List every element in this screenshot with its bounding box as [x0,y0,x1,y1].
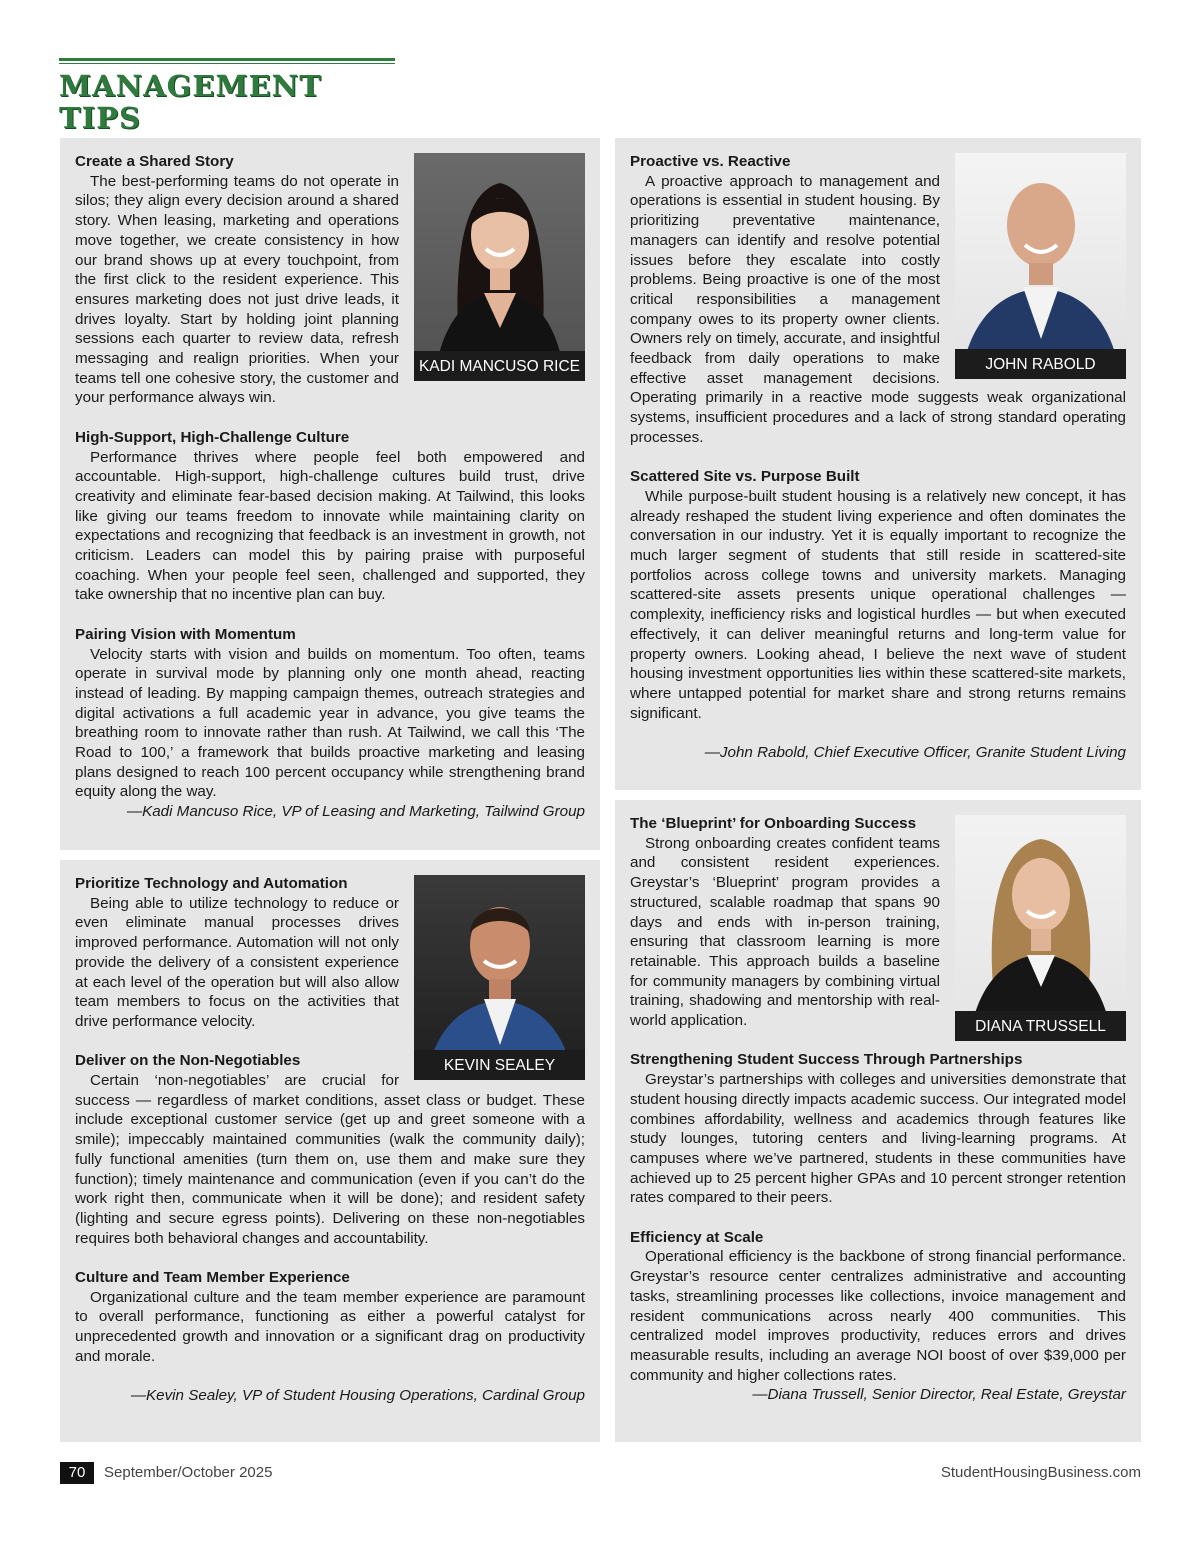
section-body: Performance thrives where people feel both empowered and accountable. High-support, high-challenge cultures build trust, drive creativity and eliminate fear-based decision making. At Tailwind, this looks like giving our teams freedom to innovate while maintaining clarity on expectations and recognizing that feedback is an investment in growth, not criticism. Leaders can model this by pairing praise with purposeful coaching. When your people feel seen, challenged and supported, they take ownership that no incentive plan can buy. [75,448,585,604]
section-body: Being able to utilize technology to reduce or even eliminate manual processes drives improved performance. Automation will not only provide the delivery of a consistent experience at each level of the operation but will also allow team members to focus on the activities that drive performance velocity. [75,894,399,1030]
section-body: While purpose-built student housing is a relatively new concept, it has already reshaped the student living experience and often dominates the conversation in our industry. Yet it is equally important to recognize the much larger segment of students that still reside in scattered-site portfolios across college towns and university markets. Managing scattered-site assets presents unique operational challenges — complexity, inefficiency risks and logistical hurdles — but when executed effectively, it can deliver meaningful returns and long-term value for property owners. Looking ahead, I believe the next wave of student housing investment opportunities lies within these scattered-site markets, where untapped potential for market share and strong returns remains significant. [630,487,1126,722]
article-panel-kevin-sealey [60,860,600,1442]
section-heading: Culture and Team Member Experience [75,1269,350,1287]
portrait-illustration [414,153,585,381]
section-body: Organizational culture and the team member experience are paramount to overall performance, functioning as either a powerful catalyst for unprecedented growth and innovation or a significant drag on productivity and morale. [75,1288,585,1365]
section-heading: The ‘Blueprint’ for Onboarding Success [630,815,917,832]
attribution: —Kadi Mancuso Rice, VP of Leasing and Marketing, Tailwind Group [126,803,585,821]
section-heading: Proactive vs. Reactive [630,153,791,170]
portrait-illustration [955,815,1126,1041]
section-heading: Strengthening Student Success Through Partnerships [630,1051,1023,1069]
article-section [630,467,1126,723]
photo-caption: JOHN RABOLD [955,349,1126,379]
attribution: —Kevin Sealey, VP of Student Housing Operations, Cardinal Group [130,1387,585,1405]
article-panel-kadi-mancuso-rice [60,138,600,850]
masthead-rule [59,58,395,61]
page-number: 70 [60,1462,94,1484]
section-body: Greystar’s partnerships with colleges and universities demonstrate that student housing directly impacts academic success. Our integrated model combines affordability, wellness and academics through features like study lounges, tutoring centers and living-learning programs. At campuses where we’ve partnered, students in these communities have achieved up to 25 percent higher GPAs and 10 percent stronger retention rates compared to their peers. [630,1071,1126,1207]
portrait-illustration [955,153,1126,379]
section-heading: Pairing Vision with Momentum [75,625,296,643]
photo-caption: DIANA TRUSSELL [955,1011,1126,1041]
article-section [75,428,585,605]
section-body: Velocity starts with vision and builds on momentum. Too often, teams operate in survival mode by planning only one month ahead, reacting instead of leading. By mapping campaign themes, outreach strategies and digital activations a full academic year in advance, you give teams the breathing room to innovate rather than rush. At Tailwind, we call this ‘The Road to 100,’ a framework that builds proactive marketing and leasing plans designed to reach 100 percent occupancy while strengthening brand equity along the way. [75,645,585,801]
article-section [75,1268,585,1367]
photo-caption: KEVIN SEALEY [414,1050,585,1080]
issue-date: September/October 2025 [104,1464,273,1481]
section-heading: Prioritize Technology and Automation [75,875,348,892]
section-heading: Create a Shared Story [75,153,234,170]
section-body: Operational efficiency is the backbone of strong financial performance. Greystar’s resource center centralizes administrative and accounting tasks, streamlining processes like collections, invoice management and resident communications across nearly 400 communities. This centralized model improves productivity, reduces errors and drives measurable results, including an average NOI boost of over $39,000 per community and higher collections rates. [630,1248,1126,1384]
masthead-rule-thin [59,63,395,64]
article-section [630,1050,1126,1208]
section-masthead [59,58,395,134]
article-panel-john-rabold [615,138,1141,790]
section-body: The best-performing teams do not operate in silos; they align every decision around a shared story. When leasing, marketing and operations move together, we create consistency in how our brand shows up at every touchpoint, from the first click to the resident experience. This ensures marketing does not just drive leads, it drives loyalty. Start by holding joint planning sessions each quarter to review data, refresh messaging and realign priorities. When your teams tell one cohesive story, the customer and your performance always win. [75,172,399,407]
section-body: Certain ‘non-negotiables’ are crucial for success — regardless of market conditions, asset class or budget. These include exceptional customer service (get up and greet someone with a smile); impeccably maintained communities (walk the community daily); fully functional amenities (turn them on, use them and make sure they function); timely maintenance and communication (even if you can’t do the work right then, communicate when it will be done); and resident safety (lighting and secure egress points). Delivering on these non-negotiables requires both behavioral changes and accountability. [75,1072,585,1247]
portrait-photo-kadi-mancuso-rice [414,153,585,381]
section-heading: High-Support, High-Challenge Culture [75,428,350,446]
attribution: —John Rabold, Chief Executive Officer, Granite Student Living [704,744,1126,762]
portrait-photo-diana-trussell [955,815,1126,1041]
section-heading: Deliver on the Non-Negotiables [75,1052,301,1070]
article-panel-diana-trussell [615,800,1141,1442]
article-section [75,625,585,802]
article-section [630,1228,1126,1386]
section-heading: Scattered Site vs. Purpose Built [630,468,860,486]
section-heading: Efficiency at Scale [630,1228,764,1246]
section-body: Strong onboarding creates confident teams and consistent resident experiences. Greystar’s ‘Blueprint’ program provides a structured, scalable roadmap that spans 90 days and ends with in-person training, ensuring that classroom learning is more retainable. This approach builds a baseline for community managers by combining virtual training, shadowing and mentorship with real-world application. [630,834,940,1030]
section-title: MANAGEMENT TIPS [59,69,322,135]
portrait-photo-kevin-sealey [414,875,585,1080]
portrait-photo-john-rabold [955,153,1126,379]
website-url: StudentHousingBusiness.com [940,1464,1141,1481]
attribution: —Diana Trussell, Senior Director, Real Estate, Greystar [752,1386,1126,1404]
photo-caption: KADI MANCUSO RICE [414,351,585,381]
article-section [75,1051,585,1248]
section-body: A proactive approach to management and operations is essential in student housing. By prioritizing preventative maintenance, managers can identify and resolve potential issues before they escalate into costly problems. Being proactive is one of the most critical responsibilities a management company owes to its property owner clients. Owners rely on timely, accurate, and insightful feedback from daily operations to make effective asset management decisions. Operating primarily in a reactive mode suggests weak organizational systems, insufficient procedures and a lack of strong standard operating processes. [630,172,1126,446]
